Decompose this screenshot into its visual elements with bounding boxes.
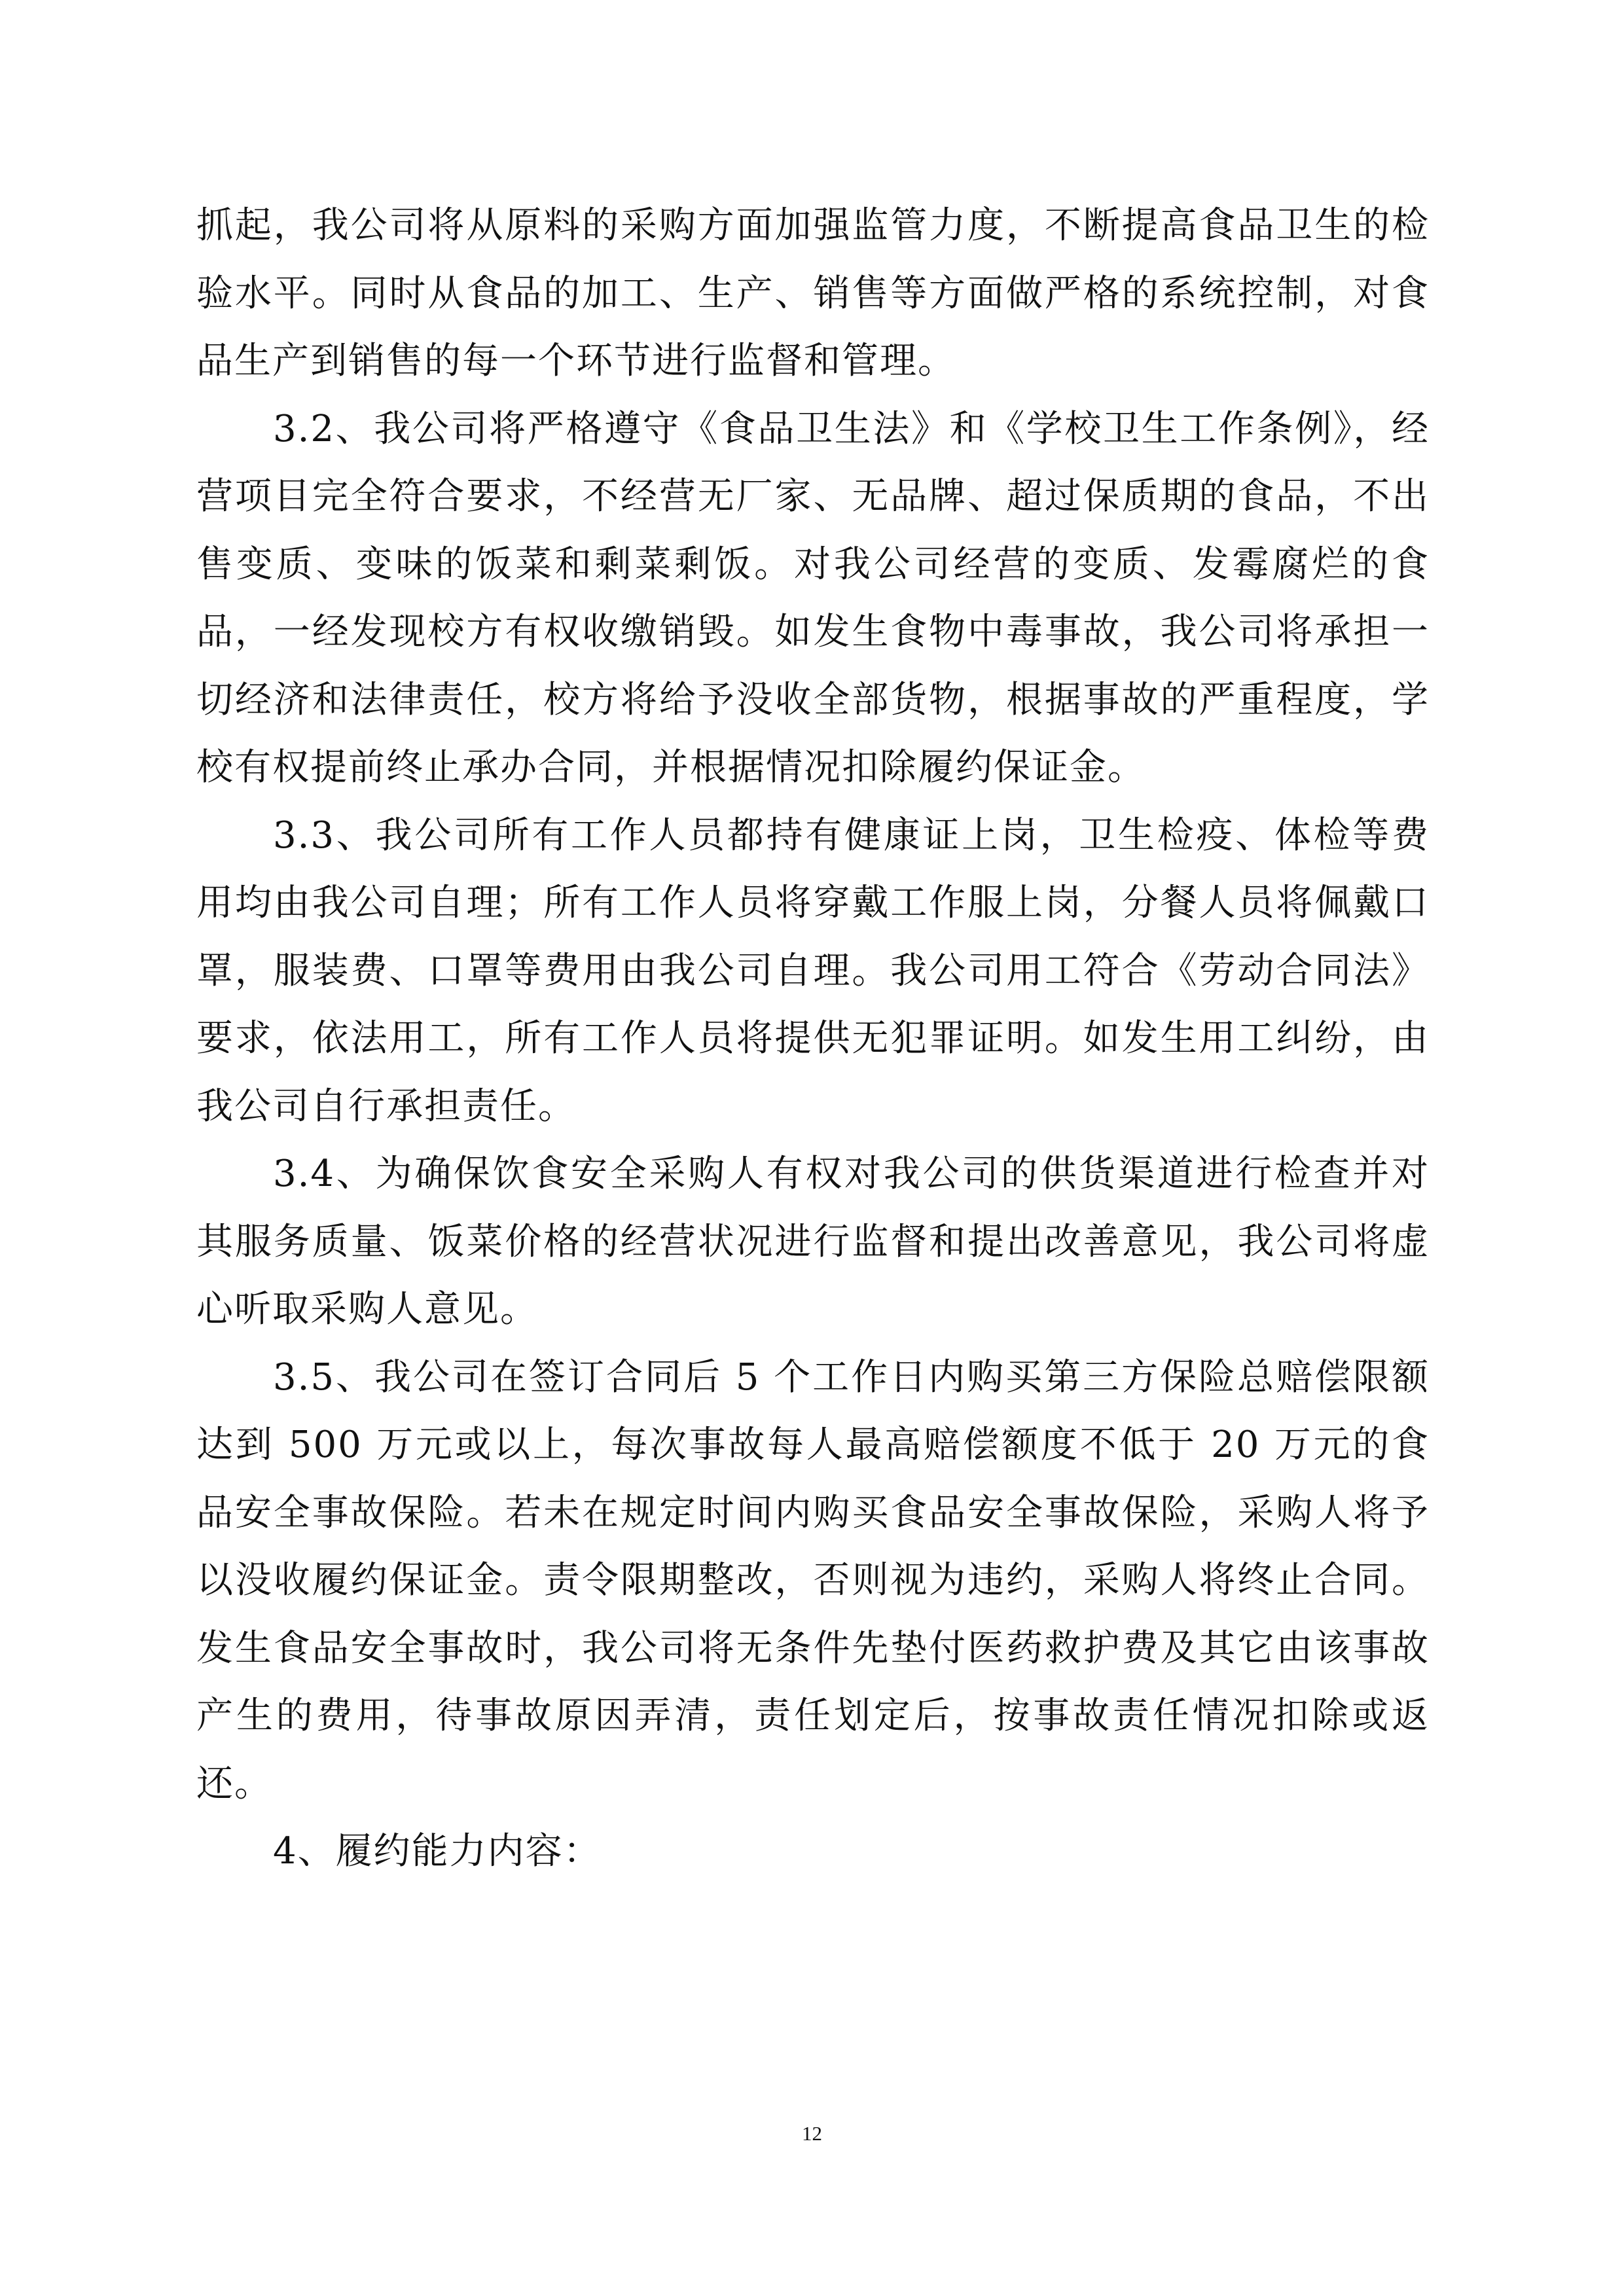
body-text xyxy=(196,192,1430,1886)
paragraph-3-2: 3.2、我公司将严格遵守《食品卫生法》和《学校卫生工作条例》，经营项目完全符合要求，不经营无厂家、无品牌、超过保质期的食品，不出售变质、变味的饭菜和剩菜剩饭。对我公司经营的变质、发霉腐烂的食品，一经发现校方有权收缴销毁。如发生食物中毒事故，我公司将承担一切经济和法律责任，校方将给予没收全部货物，根据事故的严重程度，学校有权提前终止承办合同，并根据情况扣除履约保证金。 xyxy=(196,407,1430,789)
paragraph-3-4: 3.4、为确保饮食安全采购人有权对我公司的供货渠道进行检查并对其服务质量、饭菜价格的经营状况进行监督和提出改善意见，我公司将虚心听取采购人意见。 xyxy=(196,1153,1430,1331)
page-number: 12 xyxy=(802,2122,822,2145)
paragraph-3-5: 3.5、我公司在签订合同后 5 个工作日内购买第三方保险总赔偿限额达到 500 万元或以上，每次事故每人最高赔偿额度不低于 20 万元的食品安全事故保险。若未在规定时间内购买食品安全事故保险，采购人将予以没收履约保证金。责令限期整改，否则视为违约，采购人将终止合同。发生食品安全事故时，我公司将无条件先垫付医药救护费及其它由该事故产生的费用，待事故原因弄清，责任划定后，按事故责任情况扣除或返还。 xyxy=(196,1355,1430,1805)
paragraph-continuation: 抓起，我公司将从原料的采购方面加强监管力度，不断提高食品卫生的检验水平。同时从食品的加工、生产、销售等方面做严格的系统控制，对食品生产到销售的每一个环节进行监督和管理。 xyxy=(196,204,1430,382)
paragraph-3-3: 3.3、我公司所有工作人员都持有健康证上岗，卫生检疫、体检等费用均由我公司自理；所有工作人员将穿戴工作服上岗，分餐人员将佩戴口罩，服装费、口罩等费用由我公司自理。我公司用工符合《劳动合同法》要求，依法用工，所有工作人员将提供无犯罪证明。如发生用工纠纷，由我公司自行承担责任。 xyxy=(196,814,1430,1128)
paragraph-4-heading: 4、履约能力内容： xyxy=(273,1830,602,1873)
